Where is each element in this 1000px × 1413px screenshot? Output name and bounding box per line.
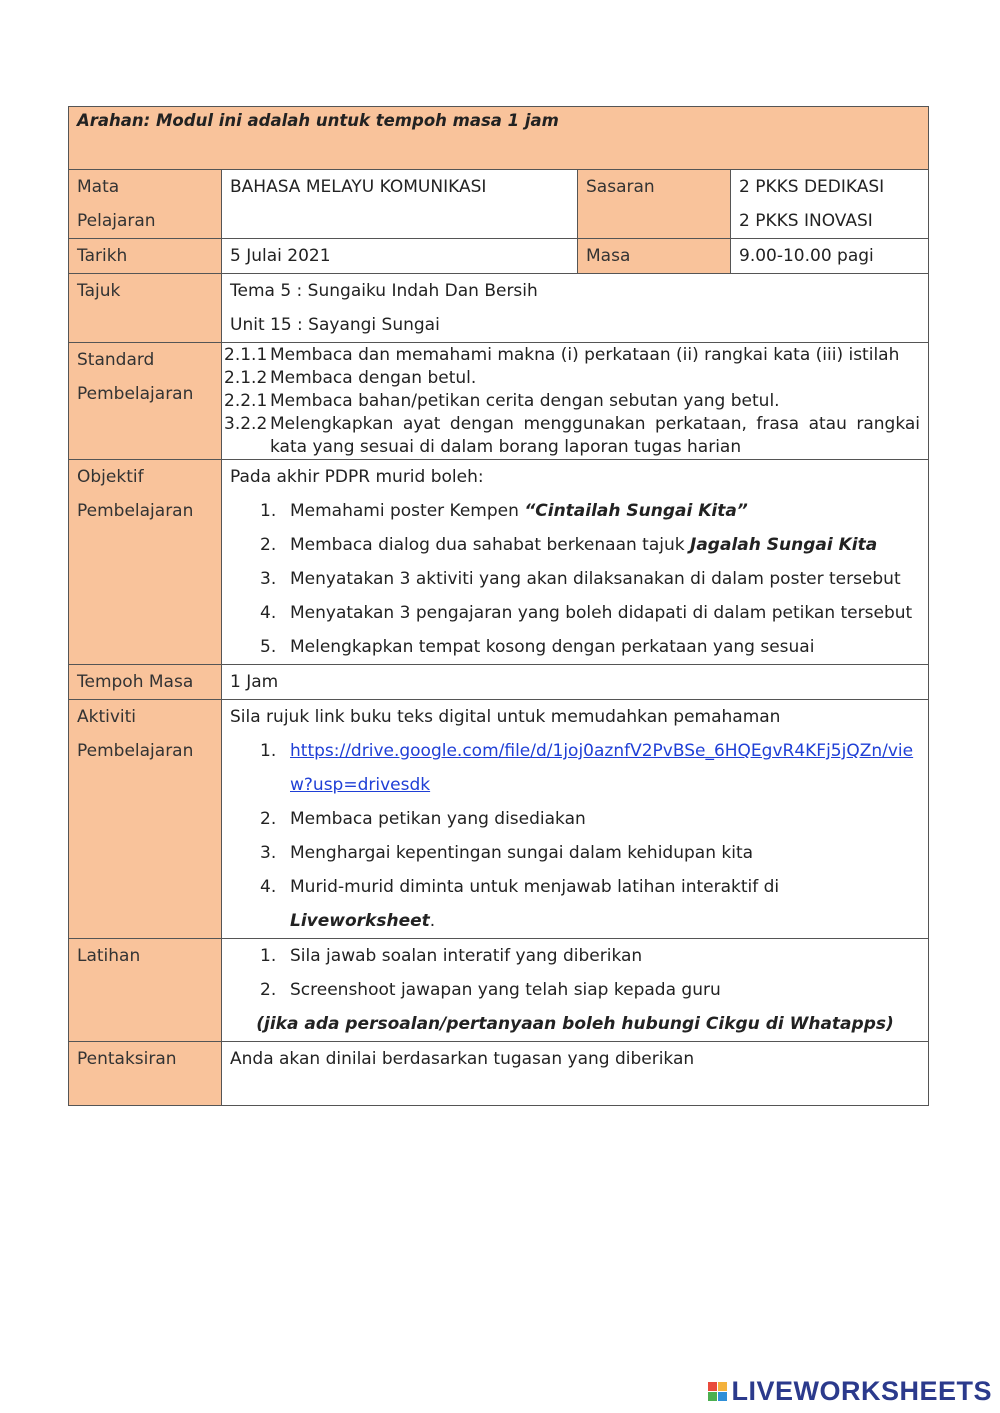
- sasaran-value-2: 2 PKKS INOVASI: [739, 211, 873, 231]
- list-item: 5. Melengkapkan tempat kosong dengan perkataan yang sesuai: [260, 637, 815, 657]
- list-item: 2. Membaca dialog dua sahabat berkenaan tajuk Jagalah Sungai Kita: [260, 535, 878, 555]
- list-item: 2. Screenshoot jawapan yang telah siap kepada guru: [260, 980, 721, 1000]
- latihan-label: Latihan: [77, 946, 141, 966]
- tajuk-tema: Tema 5 : Sungaiku Indah Dan Bersih: [230, 281, 538, 301]
- list-item: 3. Menghargai kepentingan sungai dalam kehidupan kita: [260, 843, 754, 863]
- list-item: 1. Sila jawab soalan interatif yang diberikan: [260, 946, 643, 966]
- standard-item: 2.1.2 Membaca dengan betul.: [224, 368, 477, 388]
- standard-item: 2.2.1 Membaca bahan/petikan cerita dengan sebutan yang betul.: [224, 391, 780, 411]
- row-mata-pelajaran: [69, 170, 929, 239]
- masa-label: Masa: [586, 246, 631, 266]
- pentaksiran-label: Pentaksiran: [77, 1049, 177, 1069]
- tarikh-label: Tarikh: [77, 246, 128, 266]
- list-item: 4. Menyatakan 3 pengajaran yang boleh didapati di dalam petikan tersebut: [260, 603, 913, 623]
- standard-pembelajaran-label: Pembelajaran: [77, 384, 194, 404]
- sasaran-label: Sasaran: [586, 177, 655, 197]
- masa-value: 9.00-10.00 pagi: [739, 246, 874, 266]
- row-pentaksiran: [69, 1042, 929, 1106]
- textbook-link[interactable]: https://drive.google.com/file/d/1joj0aznfV2PvBSe_6HQEgvR4KFj5jQZn/view?usp=drivesdk: [290, 741, 914, 795]
- list-item: 4. Murid-murid diminta untuk menjawab latihan interaktif di Liveworksheet.: [260, 877, 780, 931]
- liveworksheets-logo: [708, 1376, 992, 1407]
- subject-value: BAHASA MELAYU KOMUNIKASI: [230, 177, 487, 197]
- list-item: 1. https://drive.google.com/file/d/1joj0aznfV2PvBSe_6HQEgvR4KFj5jQZn/view?usp=drivesdk: [260, 741, 914, 795]
- row-tarikh: [69, 239, 929, 274]
- tajuk-label: Tajuk: [77, 281, 121, 301]
- objektif-intro: Pada akhir PDPR murid boleh:: [230, 467, 484, 487]
- liveworksheets-logo-icon: [708, 1382, 727, 1401]
- row-tempoh-masa: [69, 665, 929, 700]
- mata-label: Mata: [77, 177, 120, 197]
- tempoh-label: Tempoh Masa: [77, 672, 194, 692]
- objektif-pembelajaran-label: Pembelajaran: [77, 501, 194, 521]
- row-standard: [69, 343, 929, 460]
- list-item: 2. Membaca petikan yang disediakan: [260, 809, 586, 829]
- objektif-list: [230, 494, 920, 664]
- lesson-plan-table: [68, 106, 929, 1106]
- standard-item: 2.1.1 Membaca dan memahami makna (i) perkataan (ii) rangkai kata (iii) istilah: [224, 345, 900, 365]
- row-latihan: [69, 939, 929, 1042]
- standard-label: Standard: [77, 350, 155, 370]
- brand-name: LIVEWORKSHEETS: [731, 1376, 992, 1406]
- latihan-note: (jika ada persoalan/pertanyaan boleh hubungi Cikgu di Whatapps): [256, 1014, 894, 1034]
- aktiviti-list: [230, 734, 920, 938]
- tempoh-value: 1 Jam: [230, 672, 279, 692]
- standard-item: 3.2.2 Melengkapkan ayat dengan menggunakan perkataan, frasa atau rangkai kata yang sesuai di dalam borang laporan tugas harian: [224, 414, 921, 457]
- tajuk-unit: Unit 15 : Sayangi Sungai: [230, 315, 440, 335]
- pelajaran-label: Pelajaran: [77, 211, 156, 231]
- tarikh-value: 5 Julai 2021: [230, 246, 331, 266]
- aktiviti-pembelajaran-label: Pembelajaran: [77, 741, 194, 761]
- latihan-list: [230, 939, 920, 1007]
- aktiviti-label: Aktiviti: [77, 707, 137, 727]
- pentaksiran-value: Anda akan dinilai berdasarkan tugasan yang diberikan: [230, 1049, 695, 1069]
- header-row: [69, 107, 929, 170]
- row-objektif: [69, 460, 929, 665]
- aktiviti-intro: Sila rujuk link buku teks digital untuk memudahkan pemahaman: [230, 707, 781, 727]
- row-tajuk: [69, 274, 929, 343]
- list-item: 3. Menyatakan 3 aktiviti yang akan dilaksanakan di dalam poster tersebut: [260, 569, 901, 589]
- instruction-heading: Arahan: Modul ini adalah untuk tempoh masa 1 jam: [77, 111, 559, 130]
- row-aktiviti: [69, 700, 929, 939]
- objektif-label: Objektif: [77, 467, 144, 487]
- list-item: 1. Memahami poster Kempen “Cintailah Sungai Kita”: [260, 501, 748, 521]
- sasaran-value-1: 2 PKKS DEDIKASI: [739, 177, 885, 197]
